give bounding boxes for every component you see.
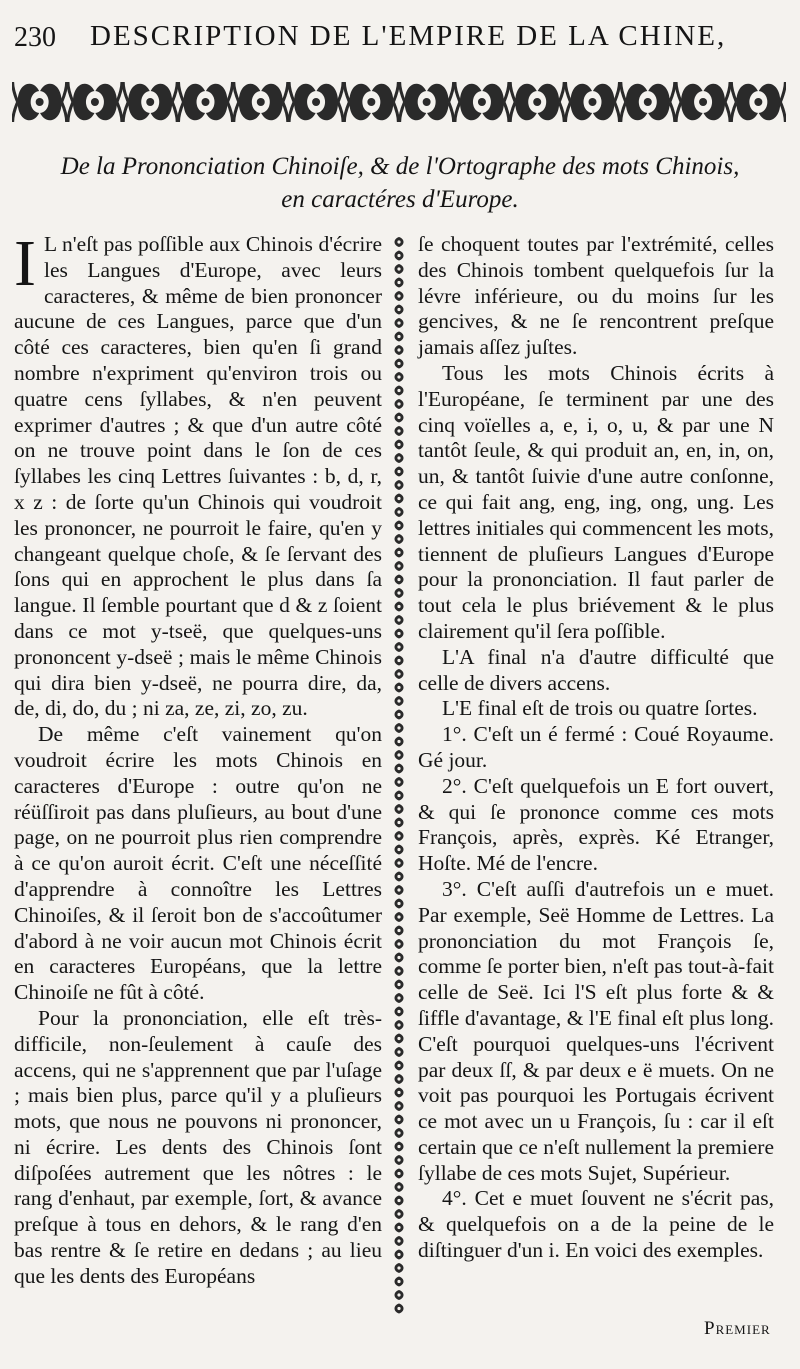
paragraph-8: 1°. C'eſt un é fermé : Coué Royaume. Gé jour. (418, 722, 774, 772)
paragraph-2: De même c'eſt vainement qu'on voudroit écrire les mots Chinois en caracteres d'Europe : outre qu'on ne réüſſiroit pas dans pluſieurs, au bout d'une page, on ne pourroit plus rien comprendre à ce qu'on auroit écrit. C'eſt une néceſſité d'apprendre à connoître les Lettres Chinoiſes, & il ſeroit bon de s'accoûtumer d'abord à ne voir aucun mot Chinois écrit en caracteres Européans, que la lettre Chinoiſe ne fût à côté. (14, 722, 382, 1005)
section-heading (30, 150, 770, 216)
paragraph-4: ſe choquent toutes par l'extrémité, celles des Chinois tombent quelquefois ſur la lévre inférieure, ou du moins ſur les gencives, & ne ſe rencontrent preſque jamais aſſez juſtes. (418, 232, 774, 360)
ornamental-rule-icon (386, 236, 412, 1320)
running-title: DESCRIPTION DE L'EMPIRE DE LA CHINE, (90, 20, 727, 52)
catchword: Premier (704, 1318, 771, 1339)
paragraph-10: 3°. C'eſt auſſi d'autrefois un e muet. Par exemple, Seë Homme de Lettres. La prononciation du mot François ſe, comme ſe porter bien, n'eſt pas tout-à-fait celle de Seë. Ici l'S eſt plus forte & & ſiffle d'avantage, & l'E final eſt plus long. C'eſt pourquoi quelques-uns l'écrivent par deux ſſ, & par deux e ë muets. On ne voit pas pourquoi les Portugais écrivent ce mot avec un u François, ſu : car il eſt certain que ce n'eſt nullement la premiere ſyllabe de ces mots Sujet, Supérieur. (418, 876, 774, 1185)
right-column (418, 232, 774, 1264)
paragraph-6: L'A final n'a d'autre difficulté que celle de divers accens. (418, 644, 774, 695)
paragraph-1 (14, 227, 382, 722)
section-heading-line-2: en caractéres d'Europe. (281, 186, 519, 213)
paragraph-7: L'E final eſt de trois ou quatre ſortes. (442, 696, 758, 721)
paragraph-11: 4°. Cet e muet ſouvent ne s'écrit pas, & quelquefois on a de la peine de le diſtinguer d'un i. En voici des exemples. (418, 1186, 774, 1263)
paragraph-5: Tous les mots Chinois écrits à l'Européane, ſe terminent par une des cinq voïelles a, e, i, o, u, & par une N tantôt ſeule, & qui produit an, en, in, on, un, & tantôt ſuivie d'une autre conſonne, ce qui fait ang, eng, ing, ong, ung. Les lettres initiales qui commencent les mots, tiennent de pluſieurs Langues d'Europe pour la prononciation. Il faut parler de tout cela le plus briévement & le plus clairement qu'il ſera poſſible. (418, 360, 774, 643)
drop-cap: I (14, 227, 36, 300)
fleuron-band-icon (12, 74, 786, 130)
left-column (14, 227, 382, 1290)
page-number: 230 (14, 22, 56, 53)
paragraph-9: 2°. C'eſt quelquefois un E fort ouvert, & qui ſe prononce comme ces mots François, après, exprès. Ké Etranger, Hoſte. Mé de l'encre. (418, 773, 774, 876)
section-heading-line-1: De la Prononciation Chinoiſe, & de l'Ortographe des mots Chinois, (60, 153, 740, 180)
paragraph-3: Pour la prononciation, elle eſt très-difficile, non-ſeulement à cauſe des accens, qui ne s'apprennent que par l'uſage ; mais bien plus, parce qu'il y a pluſieurs mots, que nous ne pouvons ni prononcer, ni écrire. Les dents des Chinois ſont diſpoſées autrement que les nôtres : le rang d'enhaut, par exemple, ſort, & avance preſque à tous en dehors, & le rang d'en bas rentre & ſe retire en dedans ; au lieu que les dents des Européans (14, 1005, 382, 1288)
running-head (10, 20, 790, 56)
paragraph-1-text: L n'eſt pas poſſible aux Chinois d'écrire les Langues d'Europe, avec leurs caracteres, & même de bien prononcer aucune de ces Langues, parce que d'un côté ces caracteres, bien qu'en ſi grand nombre n'expriment qu'environ trois ou quatre cens ſyllabes, & n'en peuvent exprimer d'autres ; & que d'un autre côté on ne trouve point dans le ſon de ces ſyllabes les cinq Lettres ſuivantes : b, d, r, x z : de ſorte qu'un Chinois qui voudroit les prononcer, ne pourroit le faire, qu'en y changeant quelque choſe, & ſe ſervant des ſons qui en approchent le plus dans ſa langue. Il ſemble pourtant que d & z ſoient dans ce mot y-tseë, que quelques-uns prononcent y-dseë ; mais le même Chinois qui dira bien y-dseë, ne pourra dire, da, de, di, do, du ; ni za, ze, zi, zo, zu. (14, 232, 382, 721)
